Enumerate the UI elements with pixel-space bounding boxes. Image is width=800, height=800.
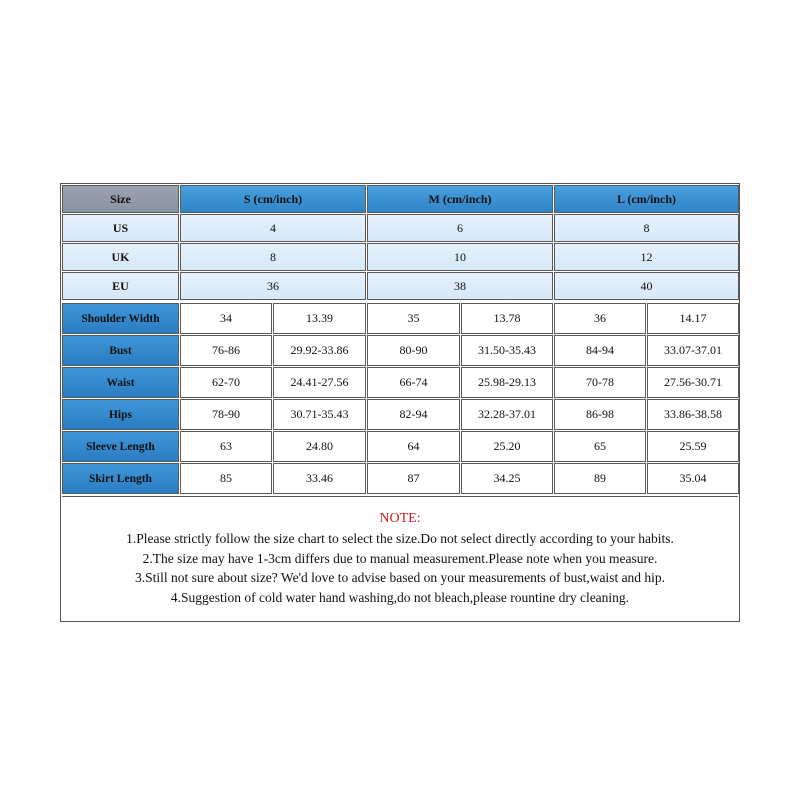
- measurement-cell: 78-90: [180, 399, 272, 430]
- note-title: NOTE:: [379, 511, 421, 526]
- measurement-cell: 14.17: [647, 303, 739, 334]
- measurement-cell: 35: [367, 303, 460, 334]
- uk-m-value: 10: [367, 243, 553, 271]
- measurement-cell: 30.71-35.43: [273, 399, 366, 430]
- measurement-cell: 86-98: [554, 399, 646, 430]
- measurement-cell: 32.28-37.01: [461, 399, 553, 430]
- measurement-cell: 64: [367, 431, 460, 462]
- note-line-2: 2.The size may have 1-3cm differs due to manual measurement.Please note when you measure.: [142, 550, 658, 566]
- measurement-cell: 36: [554, 303, 646, 334]
- measurement-cell: 31.50-35.43: [461, 335, 553, 366]
- measurement-cell: 25.98-29.13: [461, 367, 553, 398]
- measurement-cell: 62-70: [180, 367, 272, 398]
- us-l-value: 8: [554, 214, 739, 242]
- note-section: [62, 496, 738, 620]
- measurement-cell: 25.59: [647, 431, 739, 462]
- measurement-cell: 89: [554, 463, 646, 494]
- measurement-cell: 24.80: [273, 431, 366, 462]
- size-chart: [60, 183, 740, 622]
- note-line-4: 4.Suggestion of cold water hand washing,do not bleach,please rountine dry cleaning.: [170, 590, 630, 606]
- measurement-cell: 35.04: [647, 463, 739, 494]
- size-m-header: M (cm/inch): [367, 185, 553, 213]
- size-header-label: Size: [62, 185, 179, 213]
- measurement-cell: 63: [180, 431, 272, 462]
- us-label: US: [62, 214, 179, 242]
- measurement-label: Bust: [62, 335, 179, 366]
- measurement-cell: 70-78: [554, 367, 646, 398]
- measurement-label: Waist: [62, 367, 179, 398]
- measurement-label: Skirt Length: [62, 463, 179, 494]
- measurement-cell: 76-86: [180, 335, 272, 366]
- measurement-cell: 34: [180, 303, 272, 334]
- measurement-cell: 33.86-38.58: [647, 399, 739, 430]
- measurement-cell: 25.20: [461, 431, 553, 462]
- note-line-1: 1.Please strictly follow the size chart to select the size.Do not select directly according to your habits.: [126, 530, 674, 546]
- measurement-cell: 29.92-33.86: [273, 335, 366, 366]
- measurement-cell: 27.56-30.71: [647, 367, 739, 398]
- eu-m-value: 38: [367, 272, 553, 300]
- measurement-cell: 24.41-27.56: [273, 367, 366, 398]
- measurement-label: Sleeve Length: [62, 431, 179, 462]
- size-chart-measurements-grid: [61, 302, 739, 496]
- measurement-cell: 33.46: [273, 463, 366, 494]
- us-m-value: 6: [367, 214, 553, 242]
- measurement-cell: 34.25: [461, 463, 553, 494]
- uk-l-value: 12: [554, 243, 739, 271]
- us-s-value: 4: [180, 214, 366, 242]
- measurement-cell: 80-90: [367, 335, 460, 366]
- eu-l-value: 40: [554, 272, 739, 300]
- measurement-cell: 65: [554, 431, 646, 462]
- measurement-cell: 13.39: [273, 303, 366, 334]
- measurement-label: Hips: [62, 399, 179, 430]
- measurement-label: Shoulder Width: [62, 303, 179, 334]
- eu-label: EU: [62, 272, 179, 300]
- measurement-cell: 13.78: [461, 303, 553, 334]
- measurement-cell: 87: [367, 463, 460, 494]
- measurement-cell: 84-94: [554, 335, 646, 366]
- note-line-3: 3.Still not sure about size? We'd love to advise based on your measurements of bust,waist and hip.: [134, 570, 666, 586]
- measurement-cell: 33.07-37.01: [647, 335, 739, 366]
- size-s-header: S (cm/inch): [180, 185, 366, 213]
- measurement-cell: 66-74: [367, 367, 460, 398]
- uk-s-value: 8: [180, 243, 366, 271]
- size-l-header: L (cm/inch): [554, 185, 739, 213]
- uk-label: UK: [62, 243, 179, 271]
- measurement-cell: 82-94: [367, 399, 460, 430]
- eu-s-value: 36: [180, 272, 366, 300]
- measurement-cell: 85: [180, 463, 272, 494]
- size-chart-header-grid: [61, 184, 739, 302]
